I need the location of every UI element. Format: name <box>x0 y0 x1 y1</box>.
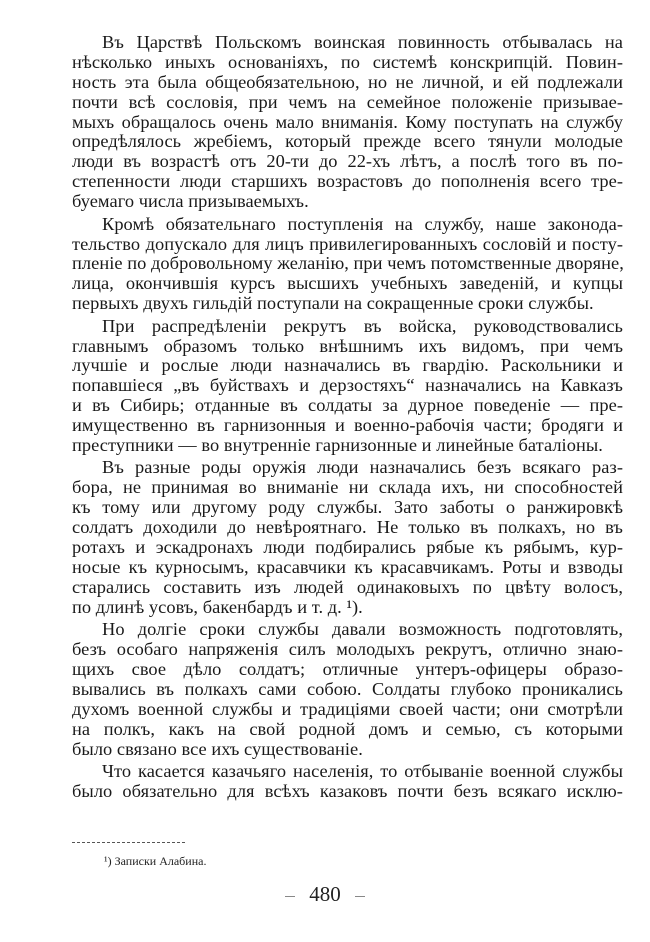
text-line: по длинѣ усовъ, бакенбардъ и т. д. ¹). <box>72 596 363 617</box>
text-line: мыхъ обращалось очень мало вниманія. Кому поступать на службу <box>72 111 623 132</box>
text-line: При распредѣленіи рекрутъ въ войска, руководствовались <box>102 315 623 336</box>
text-line: буемаго числа призываемыхъ. <box>72 191 309 212</box>
text-line: главнымъ образомъ только внѣшнимъ ихъ видомъ, при чемъ <box>72 335 623 356</box>
text-line: лучшіе и рослые люди назначались въ гвардію. Раскольники и <box>72 355 623 376</box>
page-number-row <box>0 882 650 907</box>
text-line: имущественно въ гарнизонныя и военно-рабочія части; бродяги и <box>72 415 623 436</box>
paragraph <box>72 33 623 212</box>
text-line: духомъ военной службы и традиціями своей части; они смотрѣли <box>72 698 623 719</box>
text-line: къ тому или другому роду службы. Зато заботы о ранжировкѣ <box>72 497 623 518</box>
text-line: на полкъ, какъ на свой родной домъ и семью, съ которыми <box>72 718 623 739</box>
text-line: преступники — во внутренніе гарнизонные и линейные баталіоны. <box>72 435 603 455</box>
text-line: было связано все ихъ существованіе. <box>72 738 363 759</box>
text-line: старались составить изъ людей одинаковыхъ по цвѣту волосъ, <box>72 576 623 597</box>
paragraph <box>72 458 623 617</box>
body-text <box>72 33 623 804</box>
text-line: и въ Сибирь; отданные въ солдаты за дурное поведеніе — пре- <box>72 395 623 416</box>
text-line: тельство допускало для лицъ привилегированныхъ сословій и посту- <box>72 233 623 254</box>
decorative-dash <box>355 896 365 897</box>
text-line: ротахъ и эскадронахъ люди подбирались рябые къ рябымъ, кур- <box>72 537 623 558</box>
text-line: Кромѣ обязательнаго поступленія на службу, наше законода- <box>102 213 623 234</box>
decorative-dash <box>285 896 295 897</box>
text-line: Въ Царствѣ Польскомъ воинская повинность отбывалась на <box>102 32 623 52</box>
text-line: щихъ свое дѣло солдатъ; отличные унтеръ-офицеры образо- <box>72 658 623 679</box>
text-line: безъ особаго напряженія силъ молодыхъ рекрутъ, отлично знаю- <box>72 639 623 660</box>
paragraph <box>72 317 623 456</box>
text-line: пленіе по добровольному желанію, при чемъ потомственные дворяне, <box>72 253 624 274</box>
text-line: лица, окончившія курсъ высшихъ учебныхъ заведеній, и купцы <box>72 273 623 294</box>
text-line: опредѣлялось жребіемъ, который прежде всего тянули молодые <box>72 131 623 152</box>
paragraph <box>72 215 623 314</box>
text-line: носые къ курносымъ, красавчики къ красавчикамъ. Роты и взводы <box>72 556 623 577</box>
text-line: бора, не принимая во вниманіе ни склада ихъ, ни способностей <box>72 477 623 498</box>
text-line: Что касается казачьяго населенія, то отбываніе военной службы <box>102 761 623 782</box>
text-line: нѣсколько иныхъ основаніяхъ, по системѣ конскрипцій. Повин- <box>72 51 623 72</box>
text-line: было обязательно для всѣхъ казаковъ почти безъ всякаго исклю- <box>72 780 623 801</box>
text-line: первыхъ двухъ гильдій поступали на сокращенные сроки службы. <box>72 293 594 314</box>
text-line: люди въ возрастѣ отъ 20-ти до 22-хъ лѣтъ, а послѣ того въ по- <box>72 151 623 172</box>
paragraph <box>72 762 623 802</box>
paragraph <box>72 620 623 759</box>
text-line: ность эта была общеобязательною, но не личной, и ей подлежали <box>72 71 623 92</box>
text-line: солдатъ доходили до невѣроятнаго. Не только въ полкахъ, но въ <box>72 517 623 538</box>
page-number: 480 <box>309 882 341 906</box>
text-line: почти всѣ сословія, при чемъ на семейное положеніе призывае- <box>72 91 623 112</box>
text-line: Въ разные роды оружія люди назначались безъ всякаго раз- <box>102 457 623 478</box>
text-line: степенности люди старшихъ возрастовъ до пополненія всего тре- <box>72 171 623 192</box>
text-line: Но долгіе сроки службы давали возможность подготовлять, <box>102 619 623 640</box>
text-line: попавшіеся „въ буйствахъ и дерзостяхъ“ назначались на Кавказъ <box>72 375 623 396</box>
footnote-divider <box>72 842 185 843</box>
text-line: вывались въ полкахъ сами собою. Солдаты глубоко проникались <box>72 678 623 699</box>
footnote: ¹) Записки Алабина. <box>104 854 207 868</box>
